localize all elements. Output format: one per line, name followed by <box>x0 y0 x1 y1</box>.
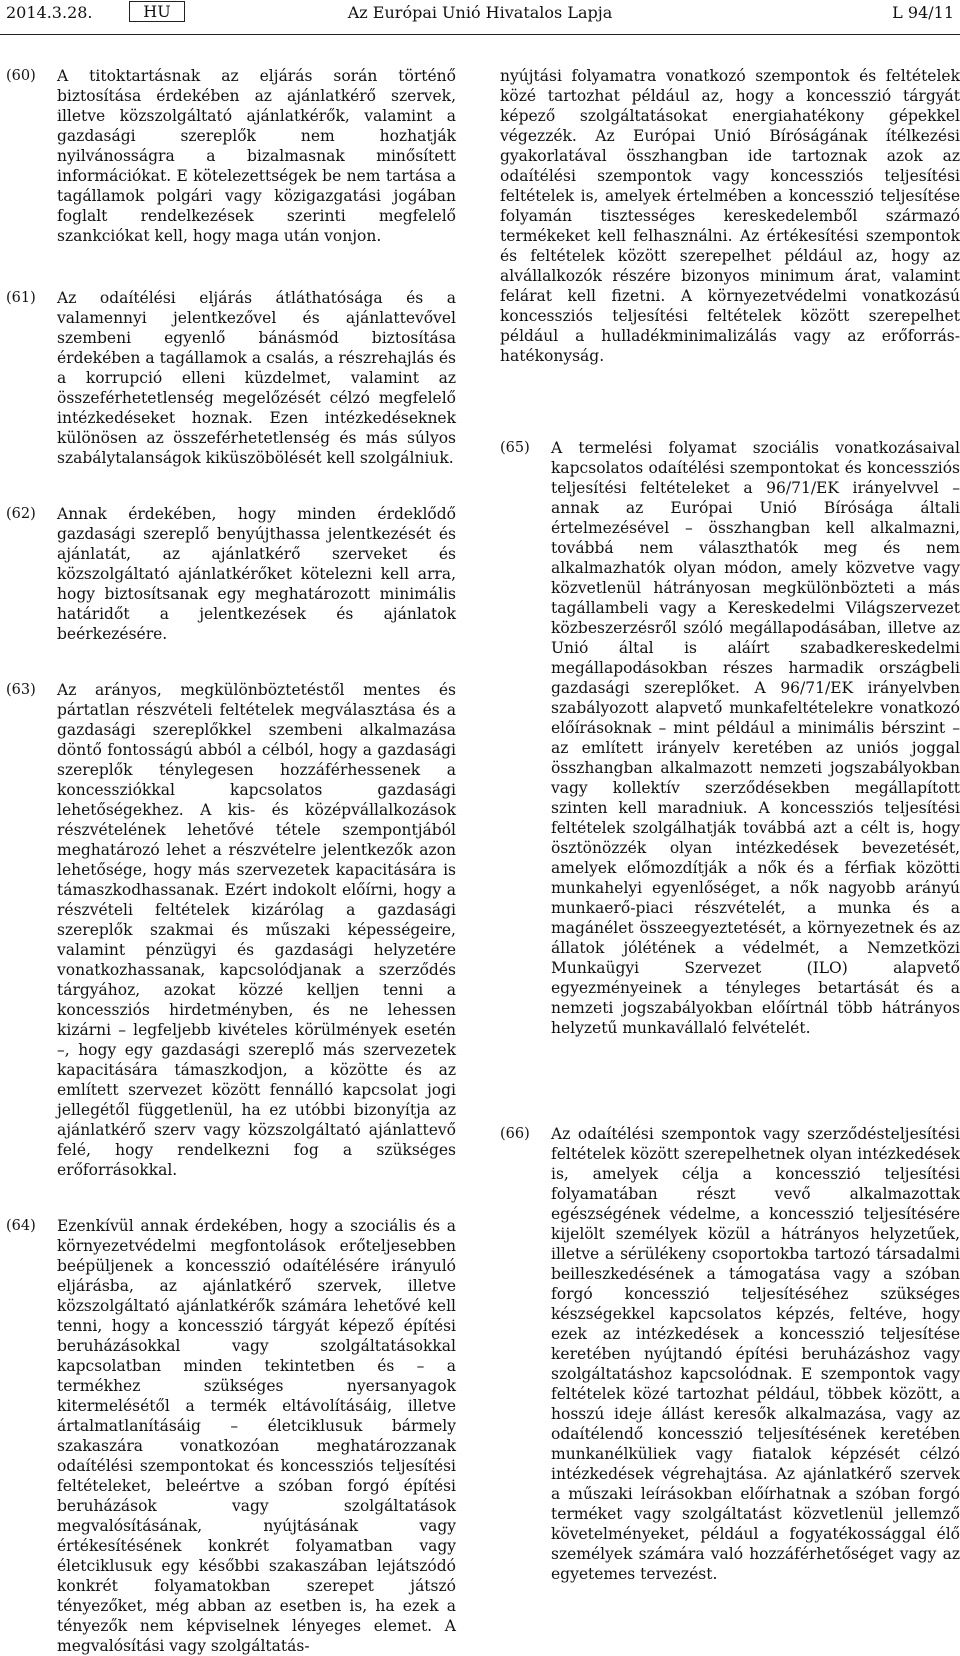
recital-number: (62) <box>6 506 36 522</box>
recital-61 <box>0 288 456 468</box>
journal-title: Az Európai Unió Hivatalos Lapja <box>347 3 613 22</box>
page-header <box>0 0 960 34</box>
recital-text: Annak érdekében, hogy minden érdeklődő gazdasági szereplő benyújthassa jelentkezését és ajánlatát, az ajánlatkérő szerveket és közszolgáltató ajánlatkérőket kötelezni kell arra, hogy biztosítsanak egy meghatározott minimális határidőt a jelentkezések és ajánlatok beérkezésére. <box>57 505 456 643</box>
recital-number: (65) <box>500 440 530 456</box>
recital-64 <box>0 1216 456 1656</box>
recital-number: (64) <box>6 1218 36 1234</box>
page-number: L 94/11 <box>892 3 954 22</box>
recital-64-continued <box>500 66 960 366</box>
left-column <box>0 66 456 1656</box>
recital-60 <box>0 66 456 246</box>
language-badge: HU <box>129 1 185 22</box>
recital-number: (60) <box>6 68 36 84</box>
header-rule <box>0 34 960 35</box>
recital-text: Ezenkívül annak érdekében, hogy a szociális és a környezetvédelmi megfontolások erőteljesebben beépüljenek a koncesszió odaítélésére irányuló eljárásba, az ajánlatkérő szervek, illetve közszolgáltató ajánlatkérők számára lehetővé kell tenni, hogy a koncesszió tárgyát képező építési beruházásokkal vagy szolgáltatásokkal kapcsolatban minden tekintetben és – a termékhez szükséges nyersanyagok kitermelésétől a termék eltávolításáig, illetve ártalmatlanításáig – életciklusuk bármely szakaszára vonatkozóan meghatározzanak odaítélési szempontokat és koncessziós teljesítési feltételeket, beleértve a szóban forgó építési beruházások vagy szolgáltatások megvalósításának, nyújtásának vagy értékesítésének konkrét folyamatban vagy életciklusuk egy későbbi szakaszában lejátszódó konkrét folyamatokban szerepet játszó tényezőket, még abban az esetben is, ha ezek a tényezők nem képviselnek lényeges elemet. A megvalósítási vagy szolgáltatás- <box>57 1217 456 1655</box>
recital-66 <box>500 1124 960 1584</box>
recital-text: Az odaítélési szempontok vagy szerződésteljesítési feltételek között szerepelhetnek olyan intézkedések is, amelyek célja a koncesszió teljesítési folyamatában részt vevő alkalmazottak egészségének védelme, a koncesszió teljesítésére kijelölt személyek közül a hátrányos helyzetűek, illetve a sérülékeny csoportokba tartozó társadalmi beilleszkedésének a támogatása vagy a szóban forgó koncesszió teljesítéséhez szükséges készségekkel kapcsolatos képzés, feltéve, hogy ezek az intézkedések a koncesszió teljesítése keretében nyújtandó építési beruházáshoz vagy szolgáltatáshoz kapcsolódnak. E szempontok vagy feltételek közé tartozhat például, többek között, a hosszú ideje állást keresők alkalmazása, vagy az odaítélendő koncesszió teljesítésének keretében munkanélküliek vagy fiatalok képzését célzó intézkedések végrehajtása. Az ajánlatkérő szervek a műszaki leírásokban előírhatnak a szóban forgó terméket vagy szolgáltatást közvetlenül jellemző követelményeket, például a fogyatékossággal élő személyek számára való hozzáférhetőséget vagy az egyetemes tervezést. <box>551 1125 960 1583</box>
recital-65 <box>500 438 960 1038</box>
right-column <box>500 66 960 1584</box>
recital-number: (63) <box>6 682 36 698</box>
recital-63 <box>0 680 456 1180</box>
recital-text: A termelési folyamat szociális vonatkozásaival kapcsolatos odaítélési szempontokat és koncessziós teljesítési feltételeket a 96/71/EK irányelvvel – annak az Európai Unió Bírósága általi értelmezésével – összhangban kell alkalmazni, továbbá nem választhatók meg és nem alkalmazhatók olyan módon, amely közvetve vagy közvetlenül hátrányosan megkülönbözteti a más tagállambeli vagy a Kereskedelmi Világszervezet közbeszerzésről szóló megállapodásában, illetve az Unió által is aláírt szabadkereskedelmi megállapodásokban részes harmadik országbeli gazdasági szereplőket. A 96/71/EK irányelvben szabályozott alapvető munkafeltételekre vonatkozó előírásoknak – mint például a minimális bérszint – az említett irányelv keretében az uniós joggal összhangban alkalmazott nemzeti jogszabályokban vagy kollektív szerződésekben megállapított szinten kell maradniuk. A koncessziós teljesítési feltételek szolgálhatják továbbá azt a célt is, hogy ösztönözzék olyan intézkedések bevezetését, amelyek előmozdítják a nők és a férfiak közötti munkahelyi egyenlőséget, a nők nagyobb arányú munkaerő-piaci részvételét, a munka és a magánélet összeegyeztetését, a környezetnek és az állatok jólétének a védelmét, a Nemzetközi Munkaügyi Szervezet (ILO) alapvető egyezményeinek a tényleges betartását és a nemzeti jogszabályokban előírtnál több hátrányos helyzetű munkavállaló felvételét. <box>551 439 960 1037</box>
recital-text: A titoktartásnak az eljárás során történő biztosítása érdekében az ajánlatkérő szervek, illetve közszolgáltató ajánlatkérők, valamint a gazdasági szereplők nem hozhatják nyilvánosságra a bizalmasnak minősített információkat. E kötelezettségek be nem tartása a tagállamok polgári vagy közigazgatási jogában foglalt rendelkezések szerinti megfelelő szankciókat kell, hogy maga után vonjon. <box>57 67 456 245</box>
recital-number: (61) <box>6 290 36 306</box>
recital-text: Az arányos, megkülönböztetéstől mentes és pártatlan részvételi feltételek megválasztása és a gazdasági szereplőkkel szembeni alkalmazása döntő fontosságú abból a célból, hogy a gazdasági szereplők ténylegesen hozzáférhessenek a koncessziókkal kapcsolatos gazdasági lehetőségekhez. A kis- és középvállalkozások részvételének lehetővé tétele szempontjából meghatározó lehet a részvételre jelentkezők azon lehetősége, hogy más szervezetek kapacitására is támaszkodhassanak. Ezért indokolt előírni, hogy a részvételi feltételek kizárólag a gazdasági szereplők szakmai és műszaki képességeire, valamint pénzügyi és gazdasági helyzetére vonatkozhassanak, kapcsolódjanak a szerződés tárgyához, azokat közzé kelljen tenni a koncessziós hirdetményben, és ne lehessen kizárni – legfeljebb kivételes körülmények esetén –, hogy egy gazdasági szereplő más szervezetek kapacitására támaszkodjon, a közötte és az említett szervezet között fennálló kapcsolat jogi jellegétől függetlenül, ha ez utóbbi bizonyítja az ajánlatkérő szerv vagy közszolgáltató ajánlattevő felé, hogy rendelkezni fog a szükséges erőforrásokkal. <box>57 681 456 1179</box>
recital-text: nyújtási folyamatra vonatkozó szempontok és feltételek közé tartozhat például az, hogy a koncesszió tárgyát képező szolgáltatásokat energiahatékony gépekkel végezzék. Az Európai Unió Bíróságának ítélkezési gyakorlatával összhangban ide tartoznak azok az odaítélési szempontok vagy koncessziós teljesítési feltételek is, amelyek értelmében a koncesszió teljesítése folyamán tisztességes kereskedelemből származó termékeket kell felhasználni. Az értékesítési szempontok és feltételek között szerepelhet például az, hogy az alvállalkozók részére bizonyos minimum árat, valamint felárat kell fizetni. A környezetvédelmi vonatkozású koncessziós teljesítési feltételek között szerepelhet például a hulladékminimalizálás vagy az erőforrás-hatékonyság. <box>500 67 960 365</box>
recital-text: Az odaítélési eljárás átláthatósága és a valamennyi jelentkezővel és ajánlattevővel szembeni egyenlő bánásmód biztosítása érdekében a tagállamok a csalás, a részrehajlás és a korrupció elleni küzdelmet, valamint az összeférhetetlenség megelőzését célzó megfelelő intézkedéseket hoznak. Ezen intézkedéseknek különösen az összeférhetetlenség és más súlyos szabálytalanságok kiküszöbölését kell szolgálniuk. <box>57 289 456 467</box>
recital-number: (66) <box>500 1126 530 1142</box>
publication-date: 2014.3.28. <box>6 3 93 22</box>
recital-62 <box>0 504 456 644</box>
